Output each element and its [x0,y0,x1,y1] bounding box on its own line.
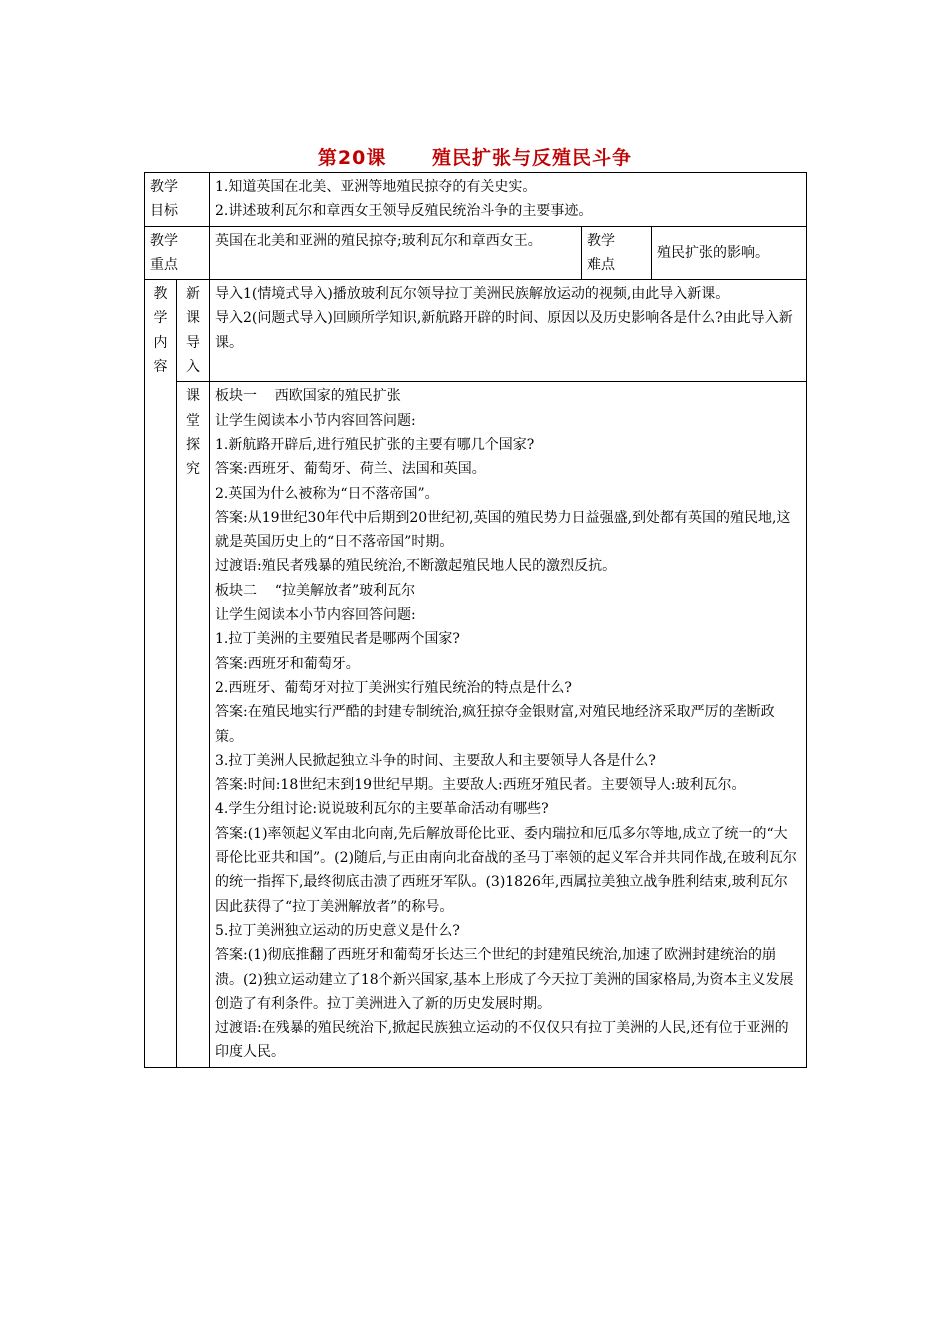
question-text: 2.西班牙、葡萄牙对拉丁美洲实行殖民统治的特点是什么? [215,679,572,696]
key-points-label: 教学 重点 [145,226,210,280]
instruction-text: 让学生阅读本小节内容回答问题: [215,412,416,429]
objective-item: 1.知道英国在北美、亚洲等地殖民掠夺的有关史实。 [215,179,537,195]
answer-text: 答案:西班牙、葡萄牙、荷兰、法国和英国。 [215,461,486,478]
key-points-row [145,226,807,280]
page-title: 第20课 殖民扩张与反殖民斗争 [317,147,633,169]
question-text: 5.拉丁美洲独立运动的历史意义是什么? [215,922,460,939]
transition-text: 过渡语:殖民者残暴的殖民统治,不断激起殖民地人民的激烈反抗。 [215,558,617,575]
exploration-content [210,382,807,1067]
intro-row [145,280,807,382]
question-text: 4.学生分组讨论:说说玻利瓦尔的主要革命活动有哪些? [215,801,549,818]
intro-label: 新 课 导 入 [177,280,210,382]
objectives-label: 教学 目标 [145,173,210,227]
answer-text: 答案:在殖民地实行严酷的封建专制统治,疯狂掠夺金银财富,对殖民地经济采取严厉的垄断政策。 [215,704,775,745]
question-text: 2.英国为什么被称为“日不落帝国”。 [215,485,439,502]
content-label: 教 学 内 容 [145,280,177,1068]
question-text: 1.新航路开辟后,进行殖民扩张的主要有哪几个国家? [215,436,535,453]
lesson-plan-table [144,172,807,1068]
answer-text: 答案:(1)彻底推翻了西班牙和葡萄牙长达三个世纪的封建殖民统治,加速了欧洲封建统治的崩溃。(2)独立运动建立了18个新兴国家,基本上形成了今天拉丁美洲的国家格局,为资本主义发展创造了有利条件。拉丁美洲进入了新的历史发展时期。 [215,947,794,1012]
transition-text: 过渡语:在残暴的殖民统治下,掀起民族独立运动的不仅仅只有拉丁美洲的人民,还有位于亚洲的印度人民。 [215,1020,789,1061]
section-heading: 板块二 “拉美解放者”玻利瓦尔 [215,582,416,599]
intro-content [210,280,807,382]
objective-item: 2.讲述玻利瓦尔和章西女王领导反殖民统治斗争的主要事迹。 [215,203,593,220]
answer-text: 答案:西班牙和葡萄牙。 [215,655,360,672]
difficulties-label: 教学 难点 [582,226,652,280]
section-heading: 板块一 西欧国家的殖民扩张 [215,388,401,405]
intro-paragraph: 导入2(问题式导入)回顾所学知识,新航路开辟的时间、原因以及历史影响各是什么?由此导入新课。 [215,310,793,351]
exploration-row [145,382,807,1067]
answer-text: 答案:从19世纪30年代中后期到20世纪初,英国的殖民势力日益强盛,到处都有英国的殖民地,这就是英国历史上的“日不落帝国”时期。 [215,509,791,551]
difficulties-content: 殖民扩张的影响。 [652,226,807,280]
exploration-label: 课 堂 探 究 [177,382,210,1067]
key-points-content: 英国在北美和亚洲的殖民掠夺;玻利瓦尔和章西女王。 [210,226,582,280]
instruction-text: 让学生阅读本小节内容回答问题: [215,607,416,624]
question-text: 3.拉丁美洲人民掀起独立斗争的时间、主要敌人和主要领导人各是什么? [215,752,656,769]
question-text: 1.拉丁美洲的主要殖民者是哪两个国家? [215,631,460,648]
objectives-content [210,173,807,227]
answer-text: 答案:时间:18世纪末到19世纪早期。主要敌人:西班牙殖民者。主要领导人:玻利瓦尔。 [215,777,746,794]
answer-text: 答案:(1)率领起义军由北向南,先后解放哥伦比亚、委内瑞拉和厄瓜多尔等地,成立了统一的“大哥伦比亚共和国”。(2)随后,与正由南向北奋战的圣马丁率领的起义军合并共同作战,在玻利瓦尔的统一指挥下,最终彻底击溃了西班牙军队。(3)1826年,西属拉美独立战争胜利结束,玻利瓦尔因此获得了“拉丁美洲解放者”的称号。 [215,825,797,915]
intro-paragraph: 导入1(情境式导入)播放玻利瓦尔领导拉丁美洲民族解放运动的视频,由此导入新课。 [215,286,730,303]
objectives-row [145,173,807,227]
